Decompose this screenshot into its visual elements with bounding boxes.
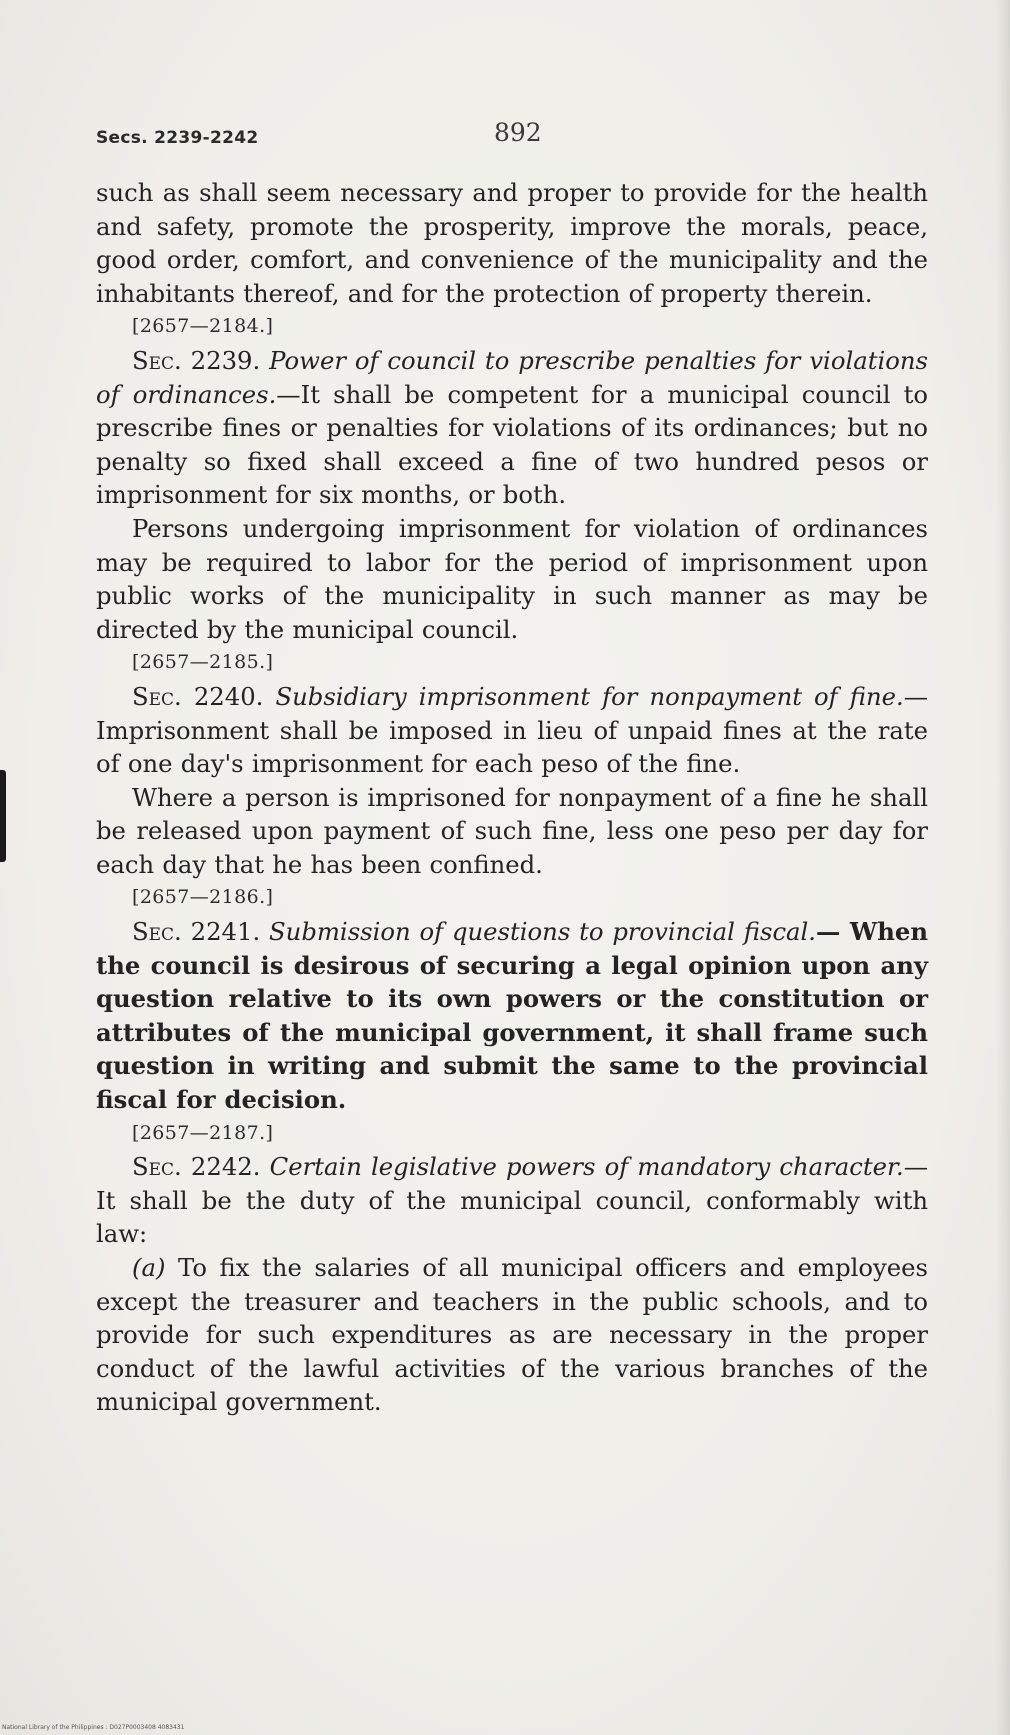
list-item xyxy=(96,1251,928,1419)
item-text: To fix the salaries of all municipal officers and employees except the treasurer and teachers in the public schools, and to provide for such expenditures as are necessary in the proper conduct of the lawful activities of the various branches of the municipal government. xyxy=(96,1253,928,1417)
page-header xyxy=(96,116,926,156)
section-paragraph xyxy=(96,344,928,512)
section-reference: [2657—2184.] xyxy=(132,315,274,338)
section-text: —Imprisonment shall be imposed in lieu of unpaid fines at the rate of one day's imprisonment for each peso of the fine. xyxy=(96,681,928,779)
section-reference: [2657—2185.] xyxy=(132,651,274,674)
item-marker: (a) xyxy=(132,1253,166,1282)
section-label: Sec. 2242. xyxy=(132,1152,261,1182)
section-range: Secs. 2239-2242 xyxy=(96,128,259,148)
section-label: Sec. 2241. xyxy=(132,917,261,947)
continuation-paragraph: such as shall seem necessary and proper to provide for the health and safety, promote the prosperity, improve the morals, peace, good order, comfort, and convenience of the municipality and the inhabitants thereof, and for the protection of property therein. xyxy=(96,178,928,308)
section-paragraph xyxy=(96,1150,928,1251)
section-reference: [2657—2186.] xyxy=(132,886,274,909)
section-title: Certain legislative powers of mandatory character. xyxy=(269,1152,904,1182)
page-number: 892 xyxy=(494,118,542,147)
section-label: Sec. 2240. xyxy=(132,681,264,711)
section-label: Sec. 2239. xyxy=(132,345,261,375)
scan-source-footer: National Library of the Philippines : D027P0003408 4083431 xyxy=(2,1724,185,1731)
section-reference: [2657—2187.] xyxy=(132,1121,274,1144)
section-paragraph: Where a person is imprisoned for nonpayment of a fine he shall be released upon payment of such fine, less one peso per day for each day that he has been confined. xyxy=(96,782,928,879)
section-paragraph xyxy=(96,680,928,781)
section-paragraph: Persons undergoing imprisonment for violation of ordinances may be required to labor for the period of imprisonment upon public works of the municipality in such manner as may be directed by the municipal council. xyxy=(96,513,928,644)
page-body xyxy=(96,176,928,1419)
section-text: —It shall be competent for a municipal council to prescribe fines or penalties for violations of its ordinances; but no penalty so fixed shall exceed a fine of two hundred pesos or imprisonment for six months, or both. xyxy=(96,379,929,510)
section-text: — When the council is desirous of securing a legal opinion upon any question relative to its own powers or the constitution or attributes of the municipal government, it shall frame such question in writing and submit the same to the provincial fiscal for decision. xyxy=(96,917,928,1115)
section-title: Submission of questions to provincial fiscal. xyxy=(269,917,817,947)
section-title: Subsidiary imprisonment for nonpayment of fine. xyxy=(275,681,904,711)
binding-mark xyxy=(0,770,6,862)
section-paragraph xyxy=(96,915,928,1117)
page-edge-shadow xyxy=(996,0,1010,1735)
section-text: —It shall be the duty of the municipal council, conformably with law: xyxy=(96,1152,928,1249)
section-title: Power of council to prescribe penalties for violations of ordinances. xyxy=(96,345,928,409)
